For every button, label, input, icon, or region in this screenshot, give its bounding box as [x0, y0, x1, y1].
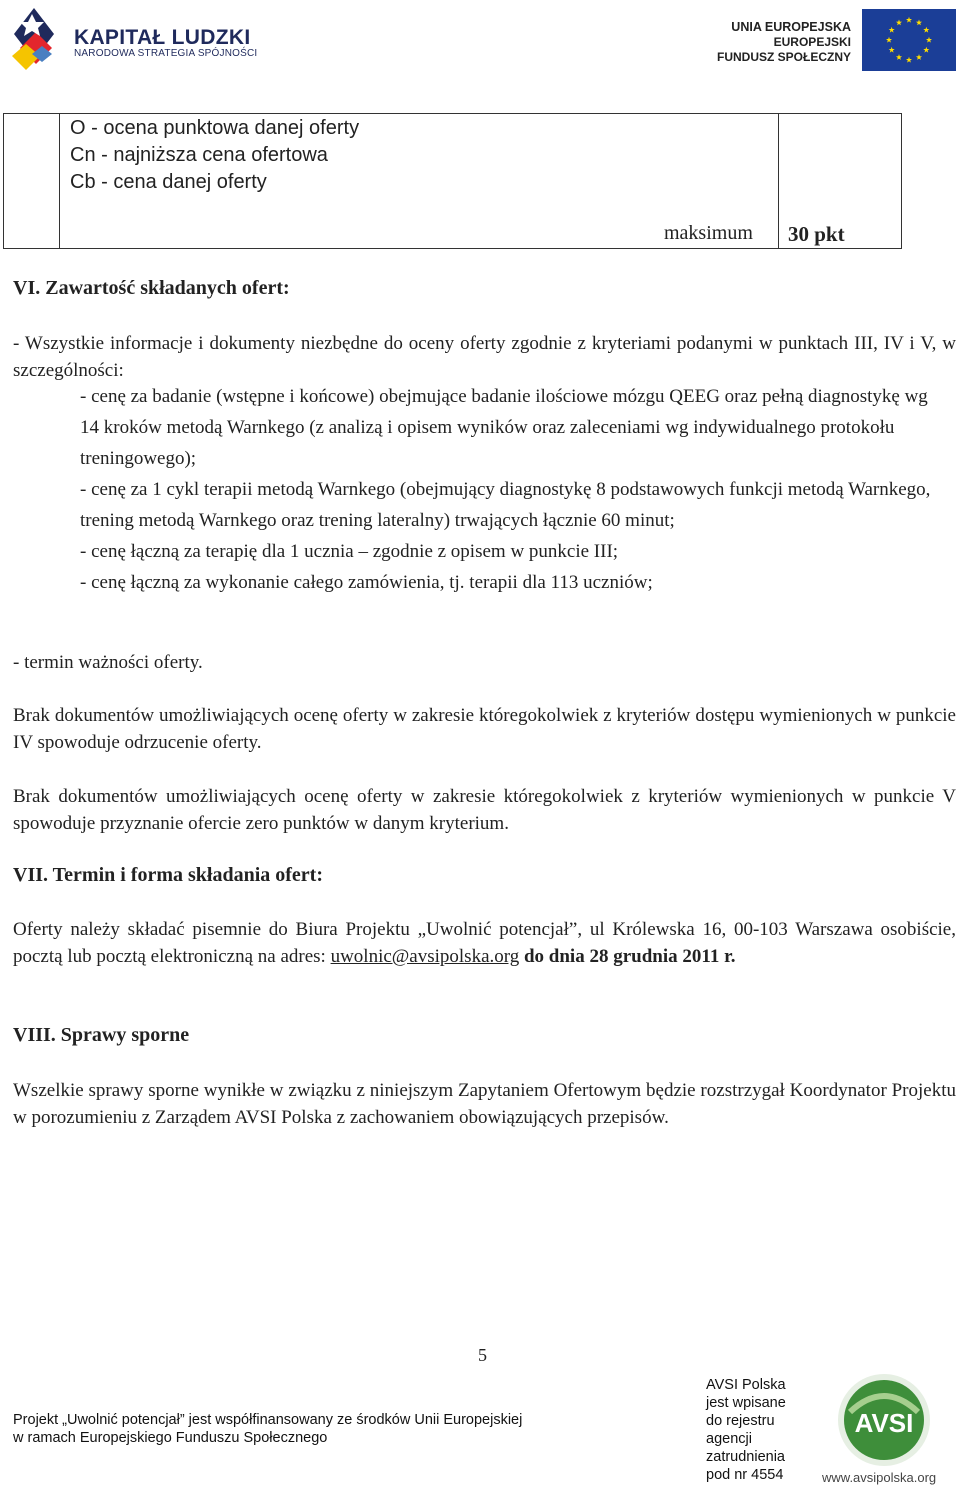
avsi-line: jest wpisane: [706, 1395, 786, 1411]
formula-line: O - ocena punktowa danej oferty: [70, 117, 360, 139]
table-divider: [778, 113, 779, 249]
formula-line: Cn - najniższa cena ofertowa: [70, 144, 328, 166]
section-vi-paragraph-2: Brak dokumentów umożliwiających ocenę oferty w zakresie któregokolwiek z kryteriów wymienionych w punkcie V spowoduje przyznanie ofercie zero punktów w danym kryterium.: [13, 786, 956, 834]
footer-project-line-2: w ramach Europejskiego Funduszu Społecznego: [13, 1430, 328, 1446]
section-heading-viii: VIII. Sprawy sporne: [13, 1024, 190, 1046]
list-item: - cenę za badanie (wstępne i końcowe) obejmujące badanie ilościowe mózgu QEEG oraz pełną diagnostykę wg 14 kroków metodą Warnkego (z analizą i opisem wyników oraz zaleceniami wg indywidualnego protokołu treningowego);: [80, 386, 928, 469]
kapital-ludzki-title: KAPITAŁ LUDZKI: [74, 26, 251, 49]
eu-flag-icon: [862, 9, 956, 71]
avsi-line: do rejestru: [706, 1413, 775, 1429]
section-vii-text: [13, 916, 956, 970]
deadline-text: do dnia 28 grudnia 2011 r.: [519, 946, 736, 967]
formula-line: Cb - cena danej oferty: [70, 171, 267, 193]
email-link[interactable]: uwolnic@avsipolska.org: [330, 946, 520, 967]
section-vi-list: [80, 381, 950, 598]
avsi-line: AVSI Polska: [706, 1377, 786, 1393]
avsi-registration: [706, 1376, 786, 1484]
section-vi-term: - termin ważności oferty.: [13, 652, 203, 673]
max-label: maksimum: [664, 222, 753, 244]
avsi-line: pod nr 4554: [706, 1467, 784, 1483]
footer-project-line-1: Projekt „Uwolnić potencjał” jest współfinansowany ze środków Unii Europejskiej: [13, 1412, 523, 1428]
section-heading-vii: VII. Termin i forma składania ofert:: [13, 864, 323, 886]
section-vi-intro: - Wszystkie informacje i dokumenty niezbędne do oceny oferty zgodnie z kryteriami podanymi w punktach III, IV i V, w szczególności:: [13, 333, 956, 381]
avsi-line: agencji: [706, 1431, 752, 1447]
eu-logo-line-3: FUNDUSZ SPOŁECZNY: [716, 50, 851, 64]
section-vii-body: Oferty należy składać pisemnie do Biura Projektu „Uwolnić potencjał”, ul Królewska 16, 00-103 Warszawa osobiście, pocztą lub pocztą elektroniczną na adres:: [13, 919, 956, 967]
section-vi-paragraph-1: Brak dokumentów umożliwiających ocenę oferty w zakresie któregokolwiek z kryteriów dostępu wymienionych w punkcie IV spowoduje odrzucenie oferty.: [13, 705, 956, 753]
list-item: - cenę łączną za terapię dla 1 ucznia – zgodnie z opisem w punkcie III;: [80, 541, 619, 562]
list-item: - cenę łączną za wykonanie całego zamówienia, tj. terapii dla 113 uczniów;: [80, 572, 653, 593]
eu-logo-line-2: EUROPEJSKI: [773, 35, 851, 49]
list-item: - cenę za 1 cykl terapii metodą Warnkego (obejmujący diagnostykę 8 podstawowych funkcji metodą Warnkego, trening metodą Warnkego oraz trening lateralny) trwających łącznie 60 minut;: [80, 479, 931, 531]
table-divider: [59, 113, 60, 249]
section-heading-vi: VI. Zawartość składanych ofert:: [13, 277, 290, 299]
avsi-logo: [836, 1372, 932, 1468]
max-value: 30 pkt: [788, 222, 845, 246]
avsi-line: zatrudnienia: [706, 1449, 785, 1465]
avsi-url[interactable]: www.avsipolska.org: [822, 1470, 937, 1485]
section-viii-text: Wszelkie sprawy sporne wynikłe w związku z niniejszym Zapytaniem Ofertowym będzie rozstrzygał Koordynator Projektu w porozumieniu z Zarządem AVSI Polska z zachowaniem obowiązujących przepisów.: [13, 1080, 956, 1128]
eu-logo-line-1: UNIA EUROPEJSKA: [731, 20, 851, 34]
avsi-logo-text: AVSI: [854, 1408, 914, 1438]
kapital-ludzki-subtitle: NARODOWA STRATEGIA SPÓJNOŚCI: [74, 48, 258, 59]
page-number: 5: [478, 1345, 487, 1365]
